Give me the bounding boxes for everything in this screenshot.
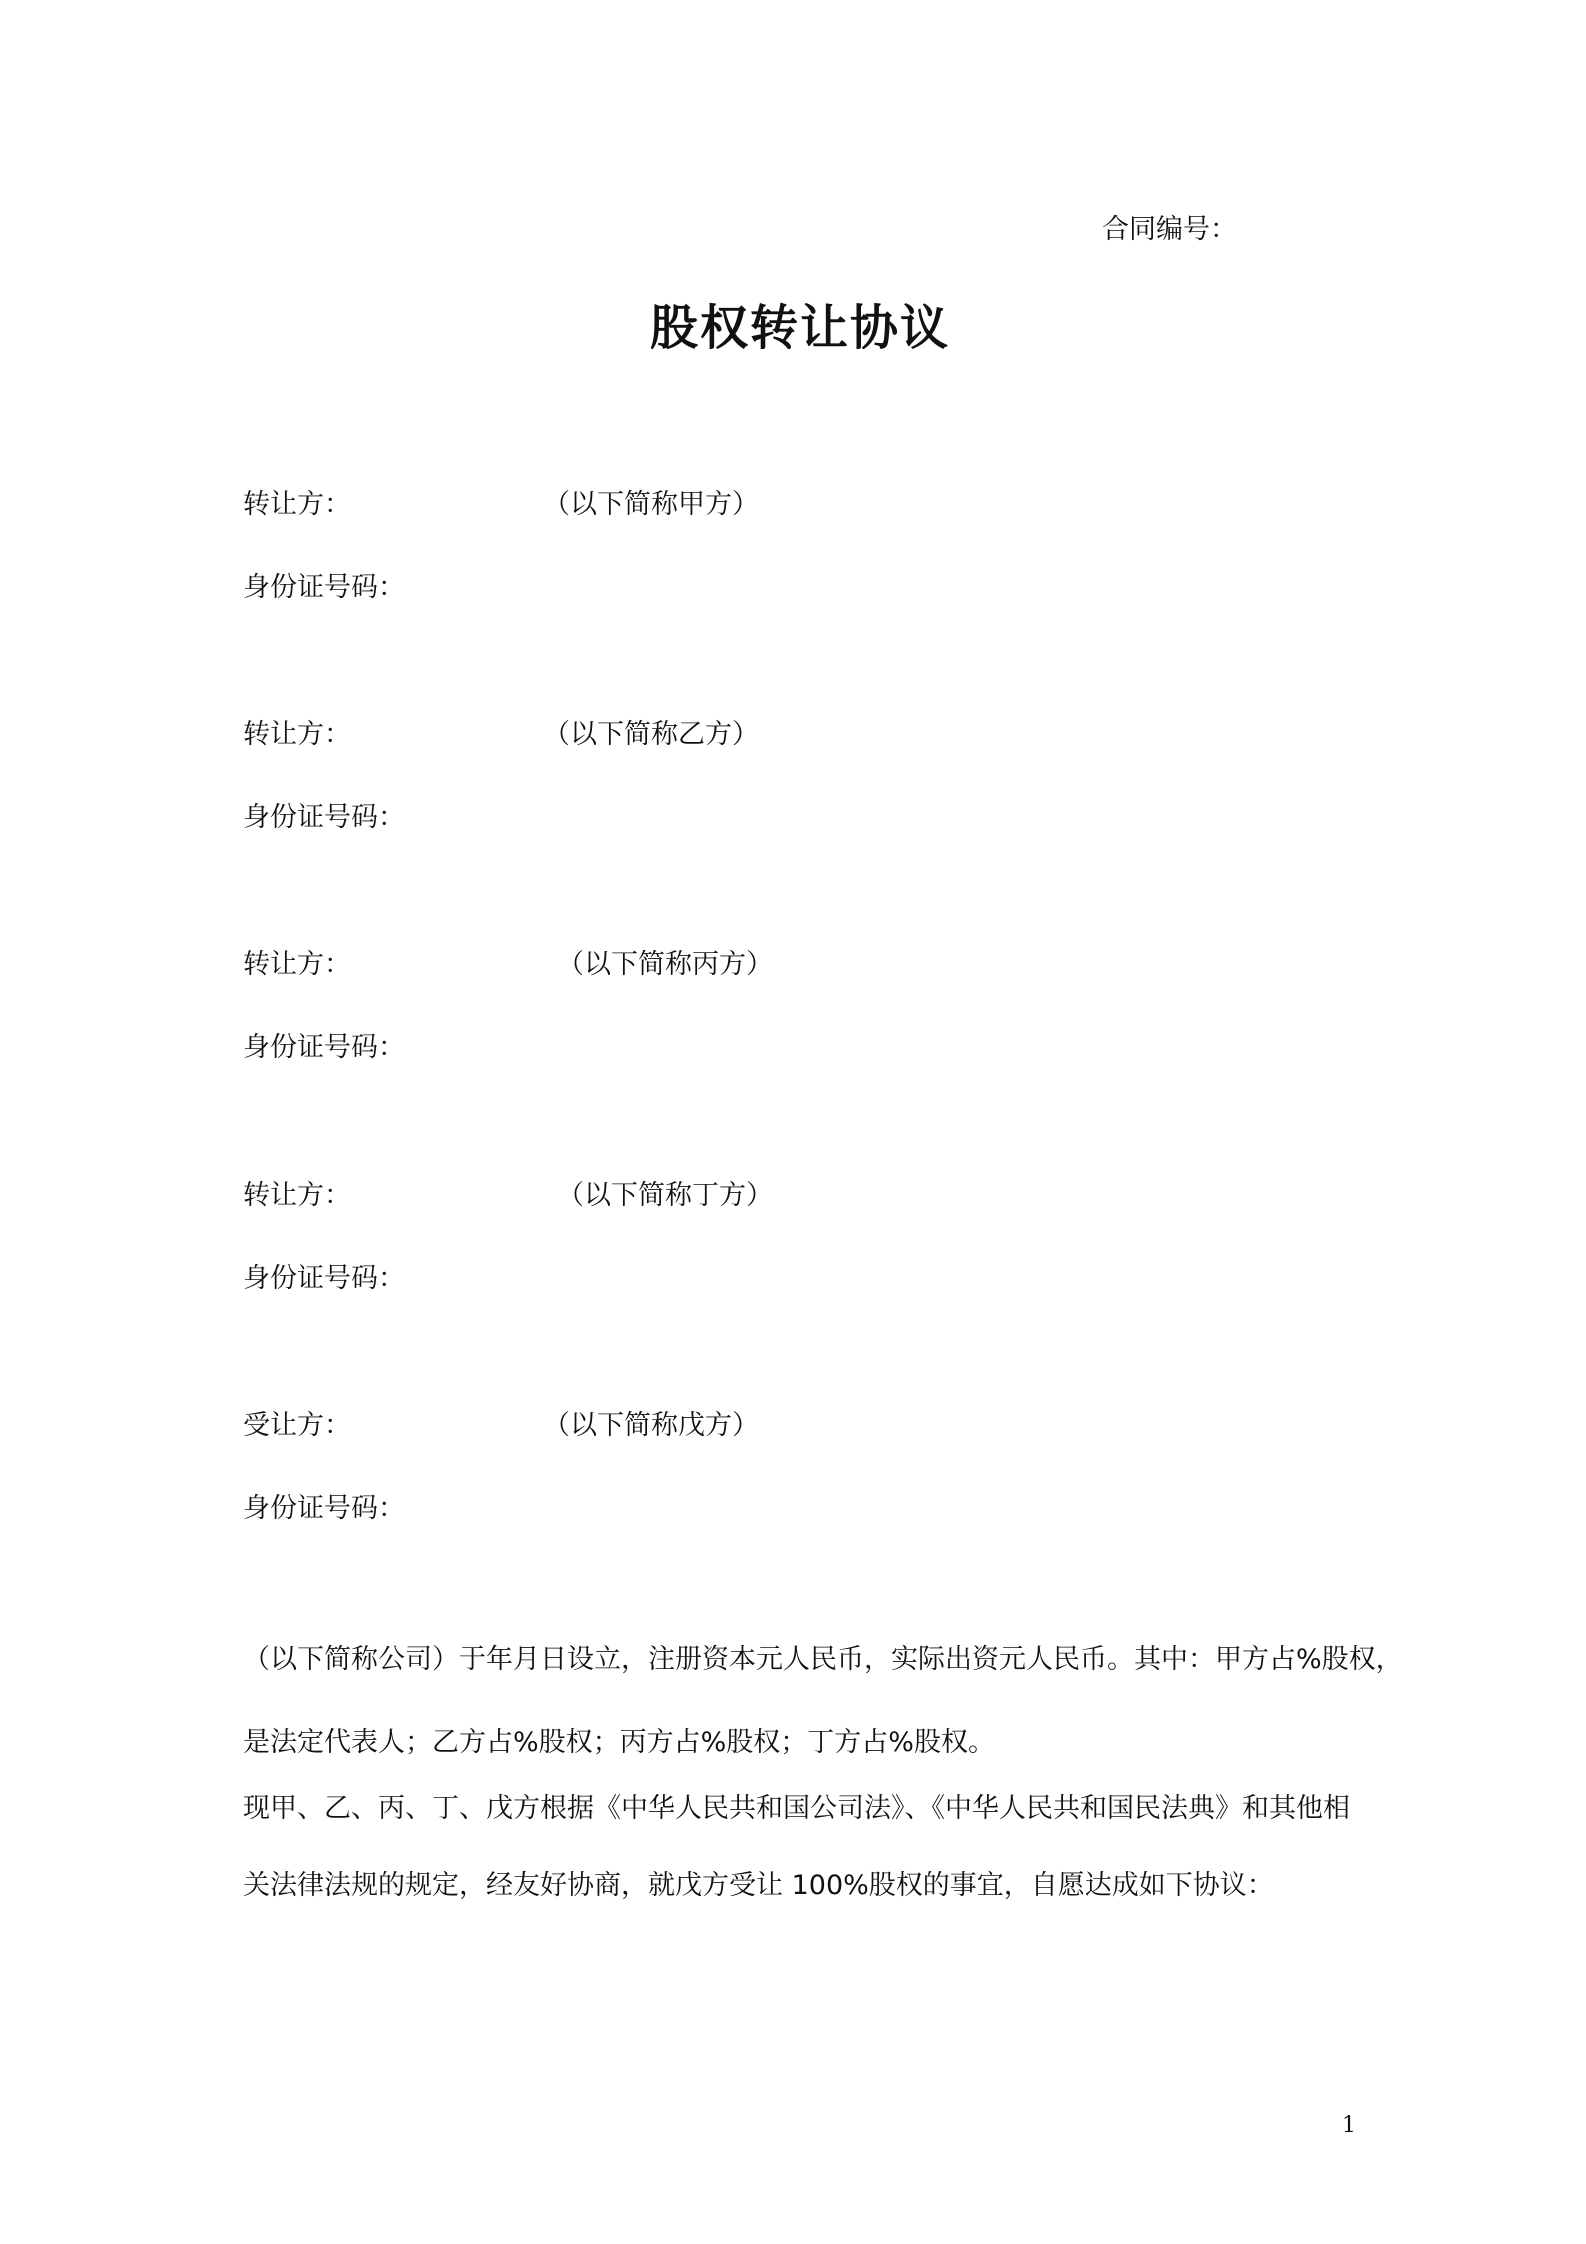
agreement-basis-line-1: 现甲、乙、丙、丁、戊方根据《中华人民共和国公司法》、《中华人民共和国民法典》和其他相 <box>243 1793 1350 1824</box>
contract-number-label: 合同编号： <box>1102 214 1237 245</box>
party-d-alias: （以下简称丁方） <box>557 1180 773 1211</box>
page-number: 1 <box>1342 2113 1356 2138</box>
party-a-id-label: 身份证号码： <box>243 572 405 603</box>
party-b-id-label: 身份证号码： <box>243 802 405 833</box>
party-d-role-label: 转让方： <box>243 1180 351 1211</box>
party-b-alias: （以下简称乙方） <box>543 719 759 750</box>
company-info-line-2: 是法定代表人；乙方占%股权；丙方占%股权；丁方占%股权。 <box>243 1727 995 1758</box>
document-title: 股权转让协议 <box>649 300 950 356</box>
party-b-role-label: 转让方： <box>243 719 351 750</box>
party-a-alias: （以下简称甲方） <box>543 489 759 520</box>
party-c-alias: （以下简称丙方） <box>557 949 773 980</box>
party-d-id-label: 身份证号码： <box>243 1263 405 1294</box>
party-c-role-label: 转让方： <box>243 949 351 980</box>
company-info-line-1: （以下简称公司）于年月日设立，注册资本元人民币，实际出资元人民币。其中：甲方占%股权， <box>243 1644 1403 1675</box>
party-e-id-label: 身份证号码： <box>243 1493 405 1524</box>
party-c-id-label: 身份证号码： <box>243 1032 405 1063</box>
party-e-alias: （以下简称戊方） <box>543 1410 759 1441</box>
agreement-basis-line-2: 关法律法规的规定，经友好协商，就戊方受让 100%股权的事宜，自愿达成如下协议： <box>243 1870 1274 1901</box>
party-e-role-label: 受让方： <box>243 1410 351 1441</box>
party-a-role-label: 转让方： <box>243 489 351 520</box>
